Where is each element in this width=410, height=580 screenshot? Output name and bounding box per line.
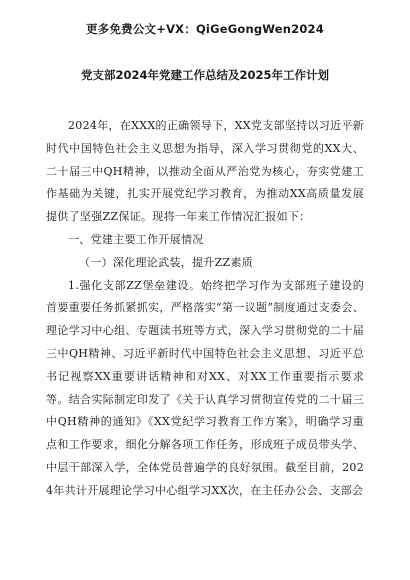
watermark-header: 更多免费公文+VX：QiGeGongWen2024 xyxy=(86,22,324,36)
document-title: 党支部2024年党建工作总结及2025年工作计划 xyxy=(80,68,329,82)
body-paragraph: 1.强化支部ZZ堡垒建设。始终把学习作为支部班子建设的首要重要任务抓紧抓实，严格落实“第一议题”制度通过支委会、理论学习中心组、专题读书班等方式，深入学习贯彻党的二十届三中QH精神、习近平新时代中国特色社会主义思想、习近平总书记视察XX重要讲话精神和对XX、对XX工作重要指示要求等。结合实际制定印发了《关于认真学习贯彻宣传党的二十届三中QH精神的通知》《XX党纪学习教育工作方案》，明确学习重点和工作要求，细化分解各项工作任务，形成班子成员带头学、中层干部深入学，全体党员普遍学的良好氛围。截至目前，2024年共计开展理论学习中心组学习XX次，在主任办公会、支部会 xyxy=(46,278,364,497)
subsection-heading: （一）深化理论武装，提升ZZ素质 xyxy=(79,255,254,269)
intro-paragraph: 2024年，在XXX的正确领导下，XX党支部坚持以习近平新时代中国特色社会主义思想为指导，深入学习贯彻党的XX大、二十届三中QH精神，以推动全面从严治党为核心，夯实党建工作基础为关键，扎实开展党纪学习教育，为推动XX高质量发展提供了坚强ZZ保证。现将一年来工作情况汇报如下： xyxy=(46,119,364,224)
section-heading: 一、党建主要工作开展情况 xyxy=(68,232,204,246)
document-body xyxy=(46,115,364,503)
